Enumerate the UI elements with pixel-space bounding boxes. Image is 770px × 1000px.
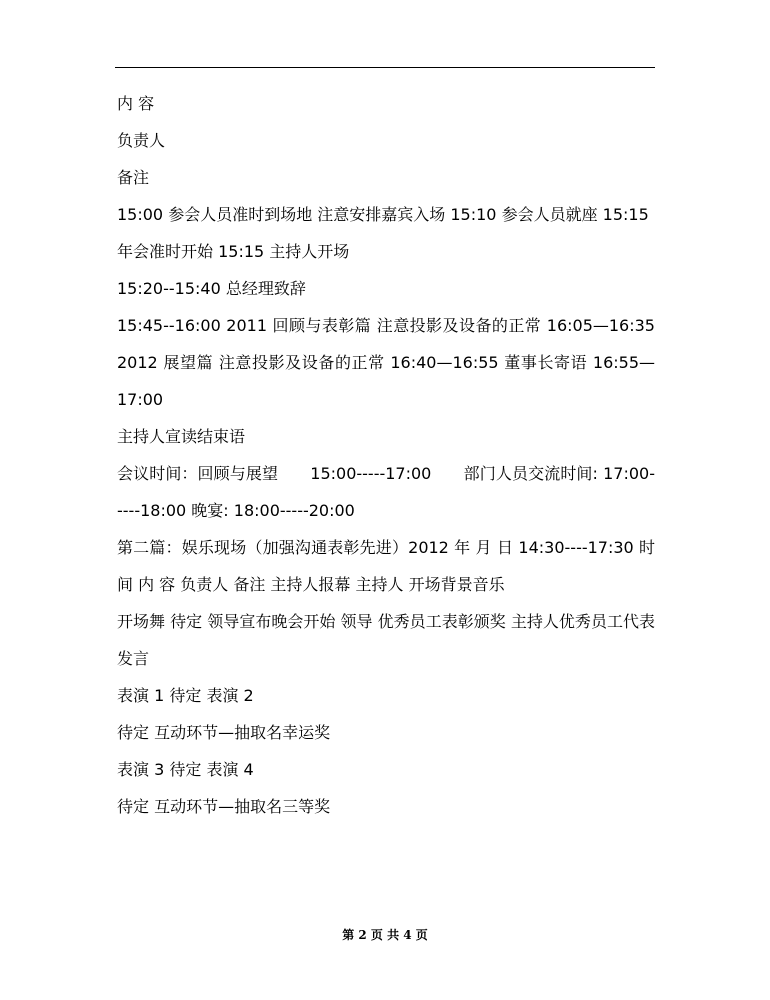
paragraph: 开场舞 待定 领导宣布晚会开始 领导 优秀员工表彰颁奖 主持人优秀员工代表发言 [117,612,655,668]
paragraph: 表演 1 待定 表演 2 [117,686,254,705]
page-number: 第 2 页 共 4 页 [342,928,428,942]
paragraph: 负责人 [117,131,166,150]
paragraph: 主持人宣读结束语 [117,427,246,446]
paragraph: 表演 3 待定 表演 4 [117,760,254,779]
header-rule [115,67,655,68]
paragraph: 第二篇：娱乐现场（加强沟通表彰先进）2012 年 月 日 14:30----17:30 时 间 内 容 负责人 备注 主持人报幕 主持人 开场背景音乐 [117,538,655,594]
paragraph: 待定 互动环节—抽取名三等奖 [117,797,331,816]
paragraph: 15:00 参会人员准时到场地 注意安排嘉宾入场 15:10 参会人员就座 15:15 [117,205,649,224]
paragraph: 年会准时开始 15:15 主持人开场 [117,242,350,261]
paragraph: 会议时间：回顾与展望 15:00-----17:00 部门人员交流时间: 17:00-----18:00 晚宴: 18:00-----20:00 [117,464,655,520]
paragraph: 内 容 [117,94,155,113]
document-body [117,85,655,825]
paragraph: 待定 互动环节—抽取名幸运奖 [117,723,331,742]
paragraph: 备注 [117,168,150,187]
paragraph: 15:20--15:40 总经理致辞 [117,279,306,298]
paragraph: 15:45--16:00 2011 回顾与表彰篇 注意投影及设备的正常 16:05—16:35 2012 展望篇 注意投影及设备的正常 16:40—16:55 董事长寄语 16:55—17:00 [117,316,655,409]
